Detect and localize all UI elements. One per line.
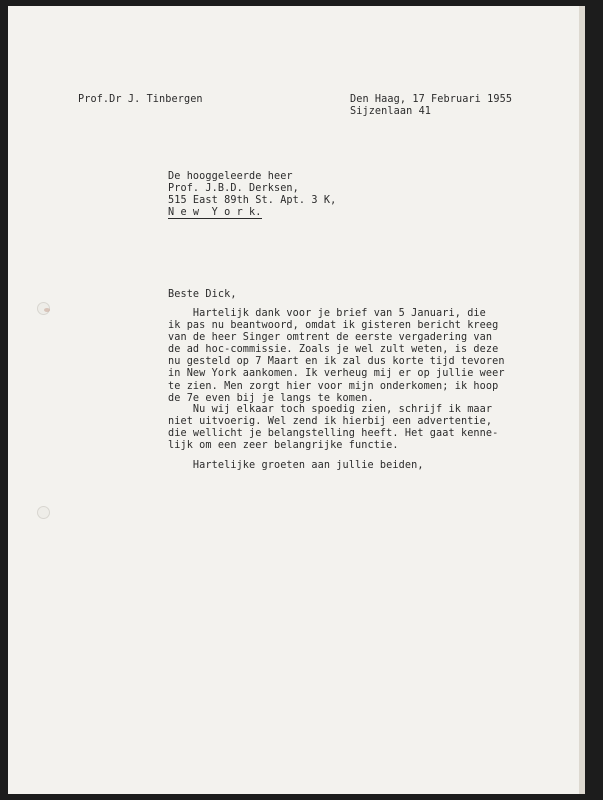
text-line: ik pas nu beantwoord, omdat ik gisteren bericht kreeg (168, 320, 499, 332)
paragraph-2 (168, 404, 498, 452)
recipient-line: Prof. J.B.D. Derksen, (168, 183, 299, 195)
text-line: Hartelijk dank voor je brief van 5 Januari, die (168, 308, 486, 319)
paper-stain (44, 308, 50, 312)
text-line: de ad hoc-commissie. Zoals je wel zult weten, is deze (168, 344, 499, 356)
sender-name: Prof.Dr J. Tinbergen (78, 94, 203, 105)
text-line: die wellicht je belangstelling heeft. Het gaat kenne- (168, 428, 499, 440)
closing: Hartelijke groeten aan jullie beiden, (168, 460, 424, 471)
paragraph-1 (168, 308, 505, 405)
text-line: van de heer Singer omtrent de eerste vergadering van (168, 332, 493, 344)
text-line: nu gesteld op 7 Maart en ik zal dus korte tijd tevoren (168, 356, 505, 368)
recipient-block (168, 171, 336, 219)
text-line: de 7e even bij je langs te komen. (168, 392, 374, 404)
text-line: lijk om een zeer belangrijke functie. (168, 440, 399, 452)
text-line: niet uitvoerig. Wel zend ik hierbij een advertentie, (168, 416, 493, 428)
text-line: Nu wij elkaar toch spoedig zien, schrijf ik maar (168, 404, 493, 415)
sender-address: Sijzenlaan 41 (350, 106, 432, 117)
letter-page (8, 6, 585, 794)
punch-hole (37, 506, 50, 519)
recipient-city: N e w Y o r k. (168, 207, 262, 219)
salutation: Beste Dick, (168, 289, 237, 300)
text-line: te zien. Men zorgt hier voor mijn onderkomen; ik hoop (168, 380, 499, 392)
recipient-line: De hooggeleerde heer (168, 171, 293, 182)
place-date: Den Haag, 17 Februari 1955 (350, 94, 513, 105)
text-line: in New York aankomen. Ik verheug mij er op jullie weer (168, 368, 505, 380)
recipient-line: 515 East 89th St. Apt. 3 K, (168, 195, 337, 207)
